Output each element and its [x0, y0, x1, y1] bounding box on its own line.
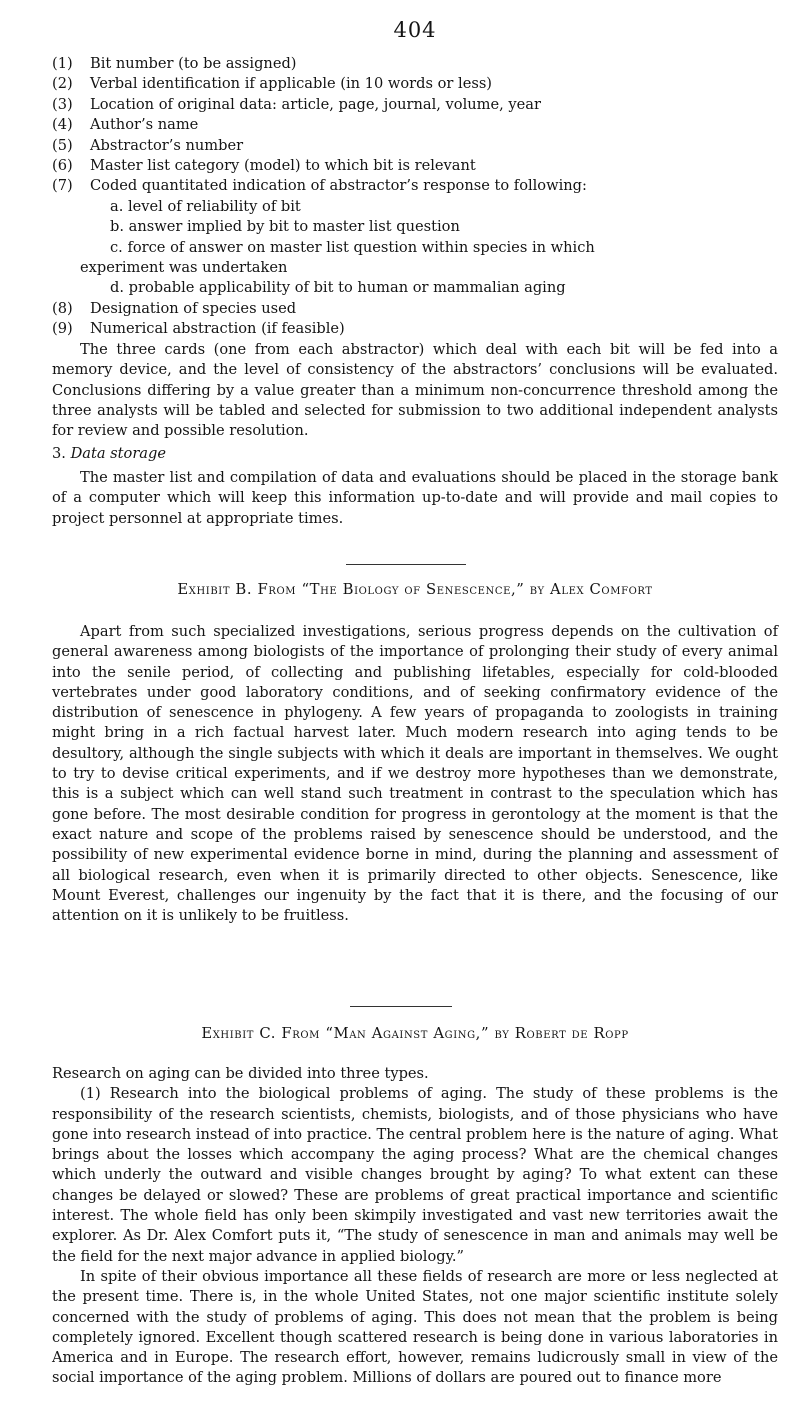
list-item: (2) Verbal identification if applicable (in 10 words or less): [52, 75, 492, 93]
exhibit-c-paragraph-2: In spite of their obvious importance all these fields of research are more or less neglected at the present time. There is, in the whole United States, not one major scientific institute solely concerned with the study of problems of aging. This does not mean that the problem is being completely ignored. Excellent though scattered research is being done in various laboratories in America and in Europe. The research effort, however, remains ludicrously small in view of the social importance of the aging problem. Millions of dollars are poured out to finance more: [52, 1267, 778, 1387]
sub-item-a: a. level of reliability of bit: [110, 197, 301, 215]
data-storage-paragraph: The master list and compilation of data and evaluations should be placed in the storage bank of a computer which will keep this information up-to-date and will provide and mail copies to project personnel at appropriate times.: [52, 469, 778, 527]
abstract-criteria-list: [52, 54, 778, 340]
exhibit-c: [52, 1024, 778, 1389]
data-storage-heading: 3. Data storage: [52, 445, 166, 462]
list-item: (7) Coded quantitated indication of abstractor’s response to following:: [52, 177, 587, 195]
exhibit-c-title: Exhibit C. From “Man Against Aging,” by Robert de Ropp: [201, 1025, 629, 1042]
data-storage-section: [52, 444, 778, 529]
exhibit-c-intro: Research on aging can be divided into three types.: [52, 1065, 429, 1082]
list-item: (5) Abstractor’s number: [52, 136, 244, 154]
sub-item-b: b. answer implied by bit to master list question: [110, 218, 460, 236]
three-cards-section: [52, 340, 778, 441]
sub-item-d: d. probable applicability of bit to human or mammalian aging: [110, 279, 566, 297]
list-item: (8) Designation of species used: [52, 299, 297, 317]
exhibit-c-paragraph-1: (1) Research into the biological problems of aging. The study of these problems is the responsibility of the research scientists, chemists, biologists, and of those physicians who have gone into research instead of into practice. The central problem here is the nature of aging. What brings about the losses which accompany the aging process? What are the chemical changes which underly the outward and visible changes brought by aging? To what extent can these changes be delayed or slowed? These are problems of great practical importance and scientific interest. The whole field has only been skimpily investigated and vast new territories await the explorer. As Dr. Alex Comfort puts it, “The study of senescence in man and animals may well be the field for the next major advance in applied biology.”: [52, 1085, 778, 1265]
list-item: (3) Location of original data: article, page, journal, volume, year: [52, 95, 541, 113]
list-item: (1) Bit number (to be assigned): [52, 55, 297, 72]
list-item: (4) Author’s name: [52, 116, 199, 134]
exhibit-b: [52, 580, 778, 926]
list-item: (6) Master list category (model) to which bit is relevant: [52, 157, 476, 175]
sub-item-c-continued: experiment was undertaken: [80, 259, 288, 277]
sub-item-c: c. force of answer on master list question within species in which: [110, 238, 595, 256]
exhibit-b-paragraph: Apart from such specialized investigations, serious progress depends on the cultivation of general awareness among biologists of the importance of prolonging their study of every animal into the senile period, of collecting and publishing lifetables, especially for cold-blooded vertebrates under good laboratory conditions, and of seeking confirmatory evidence of the distribution of senescence in phylogeny. A few years of propaganda to zoologists in training might bring in a rich factual harvest later. Much modern research into aging tends to be desultory, although the single subjects with which it deals are important in themselves. We ought to try to devise critical experiments, and if we destroy more hypotheses than we demonstrate, this is a subject which can well stand such treatment in contrast to the speculation which has gone before. The most desirable condition for progress in gerontology at the moment is that the exact nature and scope of the problems raised by senescence should be understood, and the possibility of new experimental evidence borne in mind, during the planning and assessment of all biological research, even when it is primarily directed to other objects. Senescence, like Mount Everest, challenges our ingenuity by the fact that it is there, and the focusing of our attention on it is unlikely to be fruitless.: [52, 623, 778, 925]
section-divider: [346, 564, 466, 565]
section-divider: [350, 1006, 452, 1007]
three-cards-paragraph: The three cards (one from each abstractor) which deal with each bit will be fed into a memory device, and the level of consistency of the abstractors’ conclusions will be evaluated. Conclusions differing by a value greater than a minimum non-concurrence threshold among the three analysts will be tabled and selected for submission to two additional independent analysts for review and possible resolution.: [52, 341, 778, 440]
exhibit-b-title: Exhibit B. From “The Biology of Senescence,” by Alex Comfort: [177, 581, 653, 598]
page-number: 404: [393, 18, 437, 42]
list-item: (9) Numerical abstraction (if feasible): [52, 320, 345, 338]
